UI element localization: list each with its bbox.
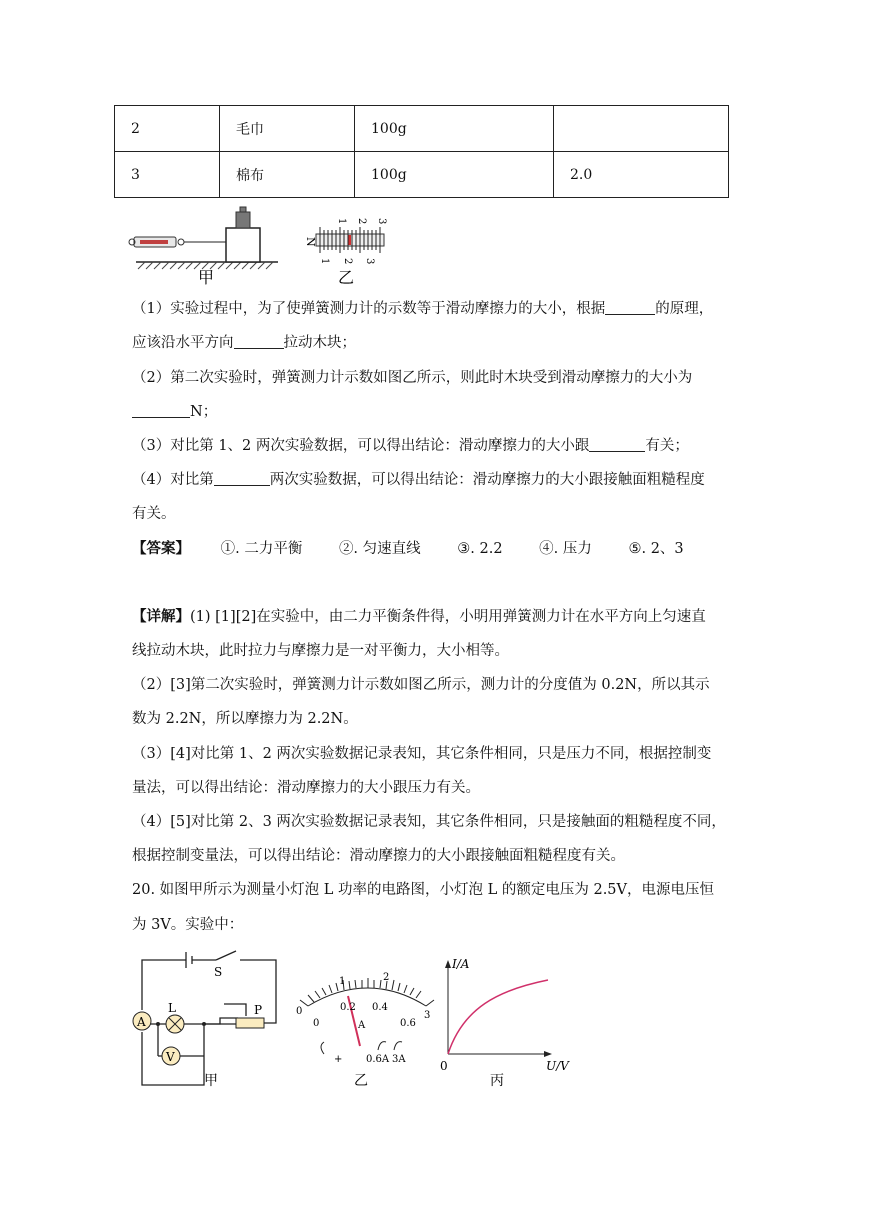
- answer-item: ⑤. 2、3: [628, 541, 684, 557]
- detail-text: (1) [1][2]在实验中，由二力平衡条件得，小明用弹簧测力计在水平方向上匀速直: [190, 609, 706, 625]
- answer-item: ③. 2.2: [457, 541, 503, 557]
- answer-blank: [132, 403, 190, 419]
- answer-item: ④. 压力: [539, 541, 592, 557]
- answer-blank: [214, 471, 270, 487]
- question-2: [132, 366, 692, 387]
- answer-blank: [589, 437, 645, 453]
- question-4: [132, 468, 705, 489]
- terminal-wire: [394, 1042, 402, 1050]
- detail-p3-cont: 量法，可以得出结论：滑动摩擦力的大小跟压力有关。: [132, 780, 480, 796]
- origin-label: 0: [440, 1059, 448, 1073]
- answer-item: ①. 二力平衡: [220, 541, 303, 557]
- weight-icon: [236, 207, 250, 228]
- ammeter-dial: [296, 972, 434, 1065]
- gauge-tick-2-lower: 2: [342, 258, 353, 265]
- question-text: 两次实验数据，可以得出结论：滑动摩擦力的大小跟接触面粗糙程度: [269, 472, 705, 488]
- question-20: 20. 如图甲所示为测量小灯泡 L 功率的电路图，小灯泡 L 的额定电压为 2.5V，电源电压恒: [132, 882, 715, 898]
- slider-label: P: [254, 1003, 263, 1017]
- lamp-label: L: [168, 1001, 176, 1015]
- terminal-0-6a: 0.6A: [366, 1054, 390, 1065]
- question-text: （2）第二次实验时，弹簧测力计示数如图乙所示，则此时木块受到滑动摩擦力的大小为: [132, 370, 693, 386]
- iv-graph: [440, 957, 570, 1073]
- junction-dot: [202, 1022, 206, 1026]
- scale-top-2: 2: [383, 972, 390, 983]
- terminal-3a: 3A: [392, 1054, 406, 1065]
- table-cell: 毛巾: [220, 106, 355, 152]
- question-text: （3）对比第 1、2 两次实验数据，可以得出结论：滑动摩擦力的大小跟: [132, 438, 590, 454]
- dial-unit: A: [358, 1020, 366, 1031]
- table-row: [115, 106, 729, 152]
- question-2-cont: [132, 400, 217, 421]
- x-axis-arrow: [544, 1051, 552, 1057]
- y-axis-label: I/A: [452, 957, 470, 971]
- table-cell: 100g: [355, 106, 554, 152]
- question-text: （1）实验过程中，为了使弹簧测力计的示数等于滑动摩擦力的大小，根据: [132, 301, 606, 317]
- gauge-tick-1-lower: 1: [319, 258, 330, 265]
- scale-top-3: 3: [424, 1010, 431, 1021]
- switch-label: S: [214, 965, 223, 979]
- iv-curve: [448, 980, 548, 1054]
- scale-top-1: 1: [339, 976, 346, 987]
- question-text: 有关。: [132, 506, 176, 522]
- junction-dot: [156, 1022, 160, 1026]
- friction-experiment-figure: [128, 205, 388, 287]
- circuit-figure: [128, 948, 578, 1093]
- table-cell: 2.0: [554, 152, 729, 198]
- question-1: [132, 297, 713, 318]
- ammeter-label: A: [137, 1015, 146, 1029]
- gauge-unit: N: [304, 237, 317, 247]
- detail-label: 【详解】: [132, 608, 190, 625]
- record-table: [114, 105, 729, 198]
- detail-p1: [132, 605, 706, 626]
- answer-blank: [234, 334, 284, 350]
- fig-label-bing: 丙: [490, 1073, 504, 1089]
- terminal-plus: +: [334, 1054, 343, 1065]
- question-1-cont: [132, 331, 356, 352]
- answer-label: 【答案】: [132, 540, 190, 557]
- answer-blank: [605, 300, 655, 316]
- voltmeter-label: V: [166, 1050, 175, 1064]
- detail-p2-cont: 数为 2.2N，所以摩擦力为 2.2N。: [132, 711, 358, 727]
- gauge-tick-3-lower: 3: [364, 258, 375, 265]
- terminal-wire: [321, 1042, 324, 1054]
- scale-bottom-3: 0.6: [400, 1018, 416, 1029]
- fig-label-yi: 乙: [338, 268, 355, 287]
- wood-block: [226, 228, 260, 262]
- question-text: （4）对比第: [132, 472, 214, 488]
- question-text: 的原理，: [655, 301, 714, 317]
- spring-scale-readout: [304, 218, 387, 264]
- spring-scale-icon: [129, 237, 184, 247]
- scale-bottom-2: 0.4: [372, 1002, 388, 1013]
- question-text: N；: [190, 404, 218, 420]
- fig-label-jia-2: 甲: [204, 1073, 218, 1089]
- rheostat-icon: [236, 1018, 264, 1028]
- table-cell: 2: [115, 106, 220, 152]
- fig-label-yi-2: 乙: [354, 1073, 368, 1089]
- gauge-tick-3: 3: [376, 218, 387, 225]
- gauge-tick-2: 2: [356, 218, 367, 225]
- question-text: 应该沿水平方向: [132, 335, 234, 351]
- question-3: [132, 434, 689, 455]
- table-cell: 100g: [355, 152, 554, 198]
- detail-p1-cont: 线拉动木块，此时拉力与摩擦力是一对平衡力，大小相等。: [132, 643, 509, 659]
- table-cell: 3: [115, 152, 220, 198]
- detail-p3: （3）[4]对比第 1、2 两次实验数据记录表知，其它条件相同，只是压力不同，根据控制变: [132, 746, 712, 762]
- table-row: [115, 152, 729, 198]
- scale-bottom-0: 0: [313, 1018, 320, 1029]
- detail-p2: （2）[3]第二次实验时，弹簧测力计示数如图乙所示，测力计的分度值为 0.2N，所以其示: [132, 677, 710, 693]
- table-cell: [554, 106, 729, 152]
- fig-label-jia: 甲: [198, 268, 215, 287]
- detail-p4-cont: 根据控制变量法，可以得出结论：滑动摩擦力的大小跟接触面粗糙程度有关。: [132, 848, 625, 864]
- scale-top-0: 0: [296, 1006, 303, 1017]
- scale-bottom-1: 0.2: [340, 1002, 356, 1013]
- y-axis-arrow: [445, 960, 451, 968]
- question-text: 拉动木块；: [283, 335, 356, 351]
- question-20-cont: 为 3V。实验中：: [132, 917, 244, 933]
- terminal-wire: [378, 1042, 386, 1050]
- gauge-tick-1: 1: [336, 218, 347, 225]
- table-cell: 棉布: [220, 152, 355, 198]
- detail-p4: （4）[5]对比第 2、3 两次实验数据记录表知，其它条件相同，只是接触面的粗糙程度不同，: [132, 814, 726, 830]
- answer-item: ②. 匀速直线: [338, 541, 421, 557]
- question-text: 有关；: [645, 438, 689, 454]
- x-axis-label: U/V: [546, 1059, 569, 1073]
- question-4-cont: [132, 502, 176, 523]
- answer-line: [132, 537, 716, 558]
